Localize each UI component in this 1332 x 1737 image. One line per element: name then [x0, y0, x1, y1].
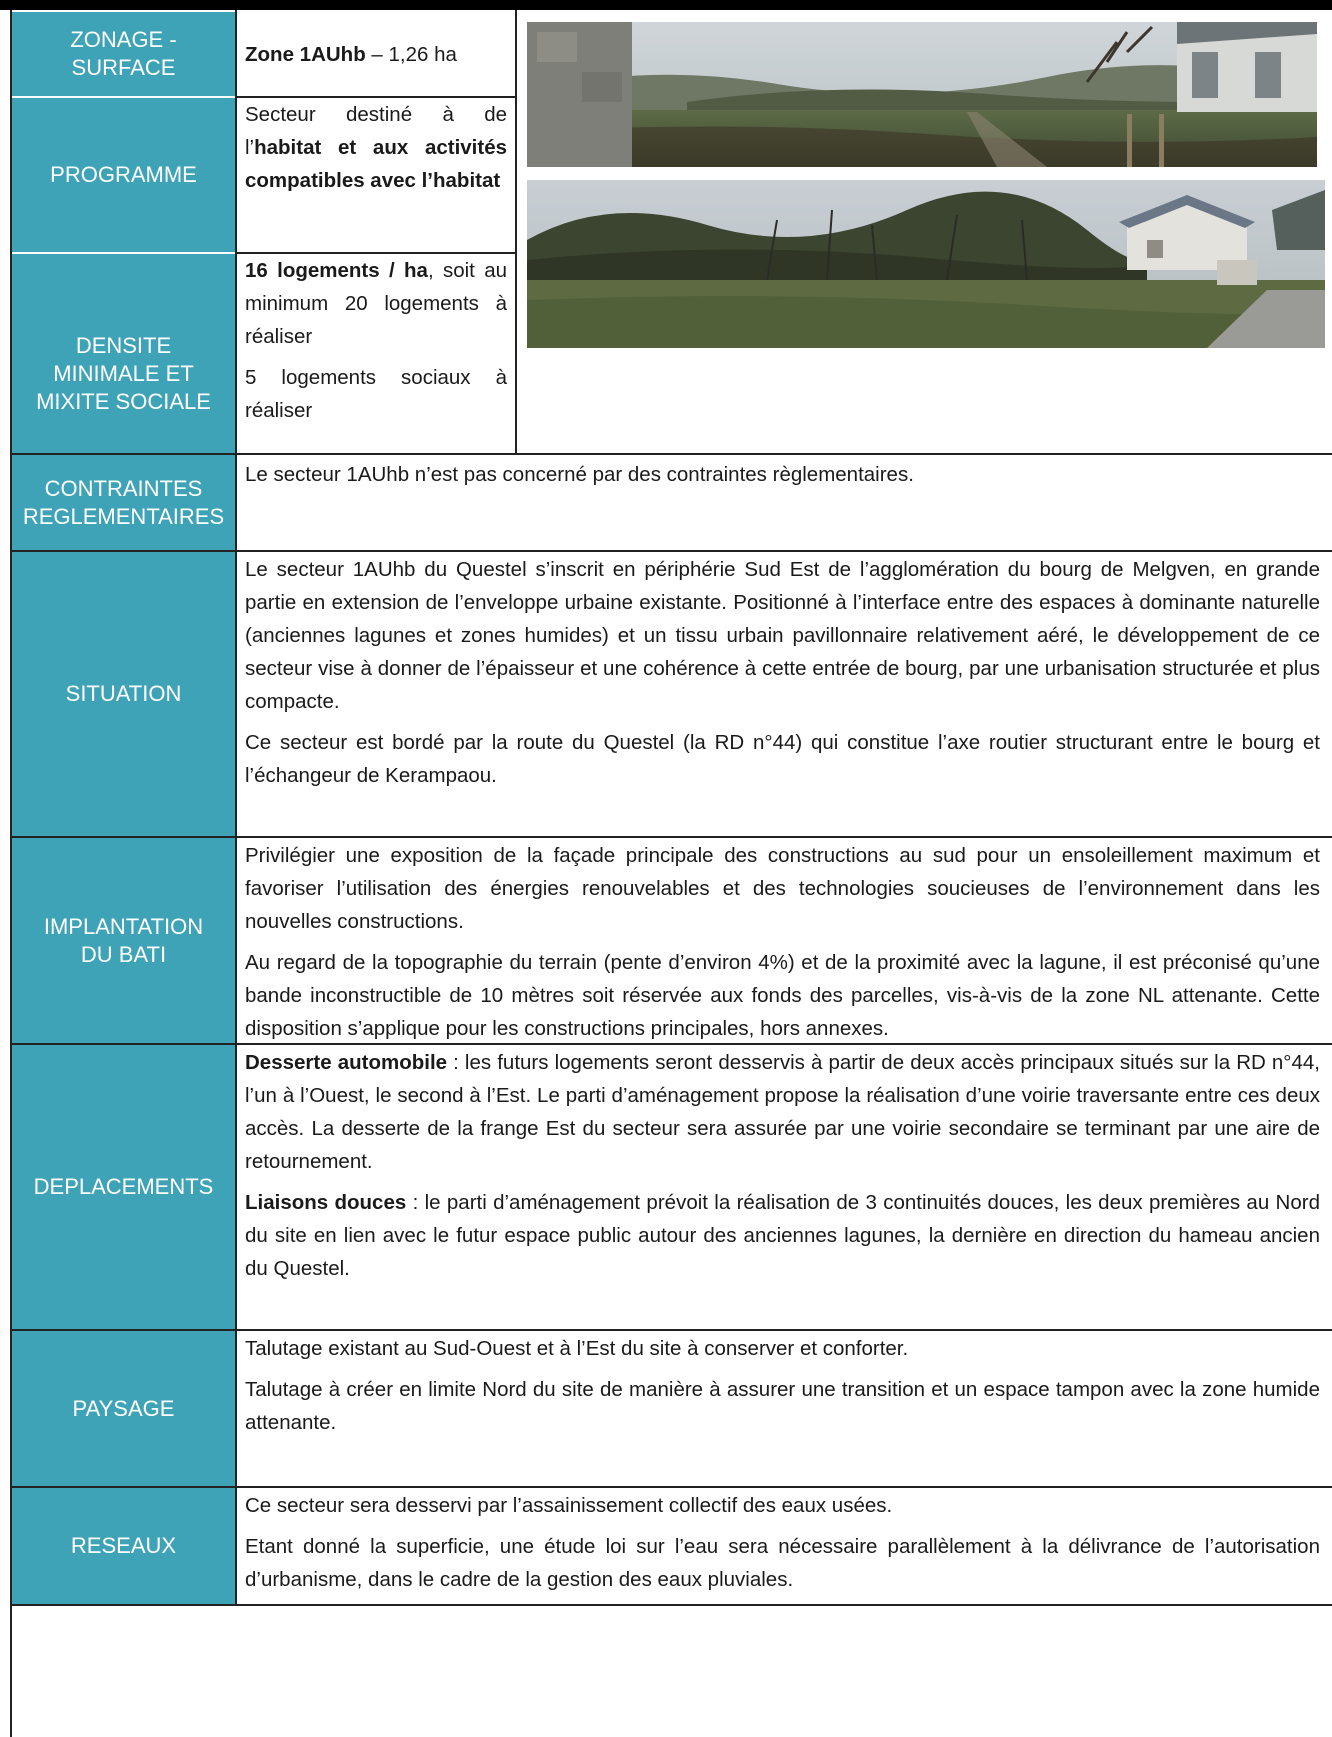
label-situation	[12, 552, 235, 836]
label-deplacements	[12, 1045, 235, 1329]
situation-paragraph-1: Le secteur 1AUhb du Questel s’inscrit en périphérie Sud Est de l’agglomération du bourg de Melgven, en grande partie en extension de l’enveloppe urbaine existante. Positionné à l’interface entre des espaces à dominante naturelle (anciennes lagunes et zones humides) et un tissu urbain pavillonnaire relativement aéré, le développement de ce secteur vise à donner de l’épaisseur et une cohérence à cette entrée de bourg, par une urbanisation structurée et plus compacte.	[245, 558, 1320, 713]
top-bar	[0, 0, 1332, 10]
programme-text: Secteur destiné à de l’	[245, 103, 507, 159]
densite-text: , soit au minimum 20 logements à réaliser	[245, 259, 507, 348]
label-densite-line2: MINIMALE ET	[53, 360, 194, 386]
label-contraintes-line1: CONTRAINTES	[44, 475, 203, 501]
contraintes-text: Le secteur 1AUhb n’est pas concerné par des contraintes règlementaires.	[245, 463, 914, 486]
deplacements-desserte-text: : les futurs logements seront desservis à partir de deux accès principaux situés sur la RD n°44, l’un à l’Ouest, le second à l’Est. Le parti d’aménagement propose la réalisation d’une voirie traversante entre ces deux accès. La desserte de la frange Est du secteur sera assurée par une voirie secondaire se terminant par une aire de retournement.	[245, 1051, 1320, 1173]
site-photo-1	[527, 22, 1317, 167]
cell-zonage	[245, 12, 507, 96]
label-deplacements-text: DEPLACEMENTS	[33, 1174, 214, 1199]
densite-bold: 16 logements / ha	[245, 259, 428, 282]
label-programme-text: PROGRAMME	[50, 162, 197, 187]
densite-social-text: 5 logements sociaux à réaliser	[245, 366, 507, 422]
implantation-paragraph-1: Privilégier une exposition de la façade principale des constructions au sud pour un ensoleillement maximum et favoriser l’utilisation des énergies renouvelables et des technologies soucieuses de l’environnement dans les nouvelles constructions.	[245, 844, 1320, 933]
label-implantation-line2: DU BATI	[80, 941, 167, 967]
paysage-paragraph-1: Talutage existant au Sud-Ouest et à l’Est du site à conserver et conforter.	[245, 1337, 909, 1360]
label-reseaux	[12, 1488, 235, 1604]
cell-situation	[245, 553, 1320, 792]
deplacements-desserte-title: Desserte automobile	[245, 1051, 448, 1074]
label-implantation-line1: IMPLANTATION	[43, 913, 204, 939]
label-zonage	[12, 12, 235, 96]
label-implantation	[12, 838, 235, 1043]
label-paysage	[12, 1331, 235, 1486]
label-densite	[12, 254, 235, 453]
label-paysage-text: PAYSAGE	[72, 1395, 175, 1421]
cell-programme	[245, 98, 507, 197]
zone-name: Zone 1AUhb	[245, 42, 366, 66]
column-divider	[515, 10, 517, 453]
programme-text-bold: habitat et aux activités compatibles avec l’habitat	[245, 136, 507, 192]
deplacements-liaisons-text: : le parti d’aménagement prévoit la réalisation de 3 continuités douces, les deux premières au Nord du site en lien avec le futur espace public autour des anciennes lagunes, la dernière en direction du hameau ancien du Questel.	[245, 1191, 1320, 1280]
label-reseaux-text: RESEAUX	[70, 1533, 177, 1558]
label-contraintes	[12, 455, 235, 550]
label-densite-line3: MIXITE SOCIALE	[36, 388, 211, 414]
situation-paragraph-2: Ce secteur est bordé par la route du Questel (la RD n°44) qui constitue l’axe routier structurant entre le bourg et l’échangeur de Kerampaou.	[245, 731, 1320, 787]
cell-densite	[245, 254, 507, 427]
label-contraintes-line2: REGLEMENTAIRES	[22, 503, 225, 529]
site-photo-2	[527, 180, 1325, 348]
label-zonage-line1: ZONAGE -	[70, 27, 177, 52]
site-photo-1-image	[527, 22, 1317, 167]
zone-surface: – 1,26 ha	[365, 42, 457, 66]
implantation-paragraph-2: Au regard de la topographie du terrain (pente d’environ 4%) et de la proximité avec la lagune, il est préconisé qu’une bande inconstructible de 10 mètres soit réservée aux fonds des parcelles, vis-à-vis de la zone NL attenante. Cette disposition s’applique pour les constructions principales, hors annexes.	[245, 951, 1320, 1040]
cell-paysage	[245, 1332, 1320, 1439]
reseaux-paragraph-2: Etant donné la superficie, une étude loi sur l’eau sera nécessaire parallèlement à la délivrance de l’autorisation d’urbanisme, dans le cadre de la gestion des eaux pluviales.	[245, 1535, 1320, 1591]
label-situation-text: SITUATION	[65, 681, 182, 706]
cell-reseaux	[245, 1489, 1320, 1596]
row-divider	[10, 1604, 1332, 1606]
cell-implantation	[245, 839, 1320, 1045]
cell-contraintes	[245, 458, 1320, 491]
deplacements-liaisons-title: Liaisons douces	[245, 1191, 407, 1214]
label-zonage-line2: SURFACE	[71, 55, 176, 80]
label-densite-line1: DENSITE	[75, 332, 172, 358]
cell-deplacements	[245, 1046, 1320, 1285]
reseaux-paragraph-1: Ce secteur sera desservi par l’assainissement collectif des eaux usées.	[245, 1494, 893, 1517]
column-divider	[235, 10, 237, 1606]
site-photo-2-image	[527, 180, 1325, 348]
label-programme	[12, 98, 235, 252]
paysage-paragraph-2: Talutage à créer en limite Nord du site de manière à assurer une transition et un espace tampon avec la zone humide attenante.	[245, 1378, 1320, 1434]
